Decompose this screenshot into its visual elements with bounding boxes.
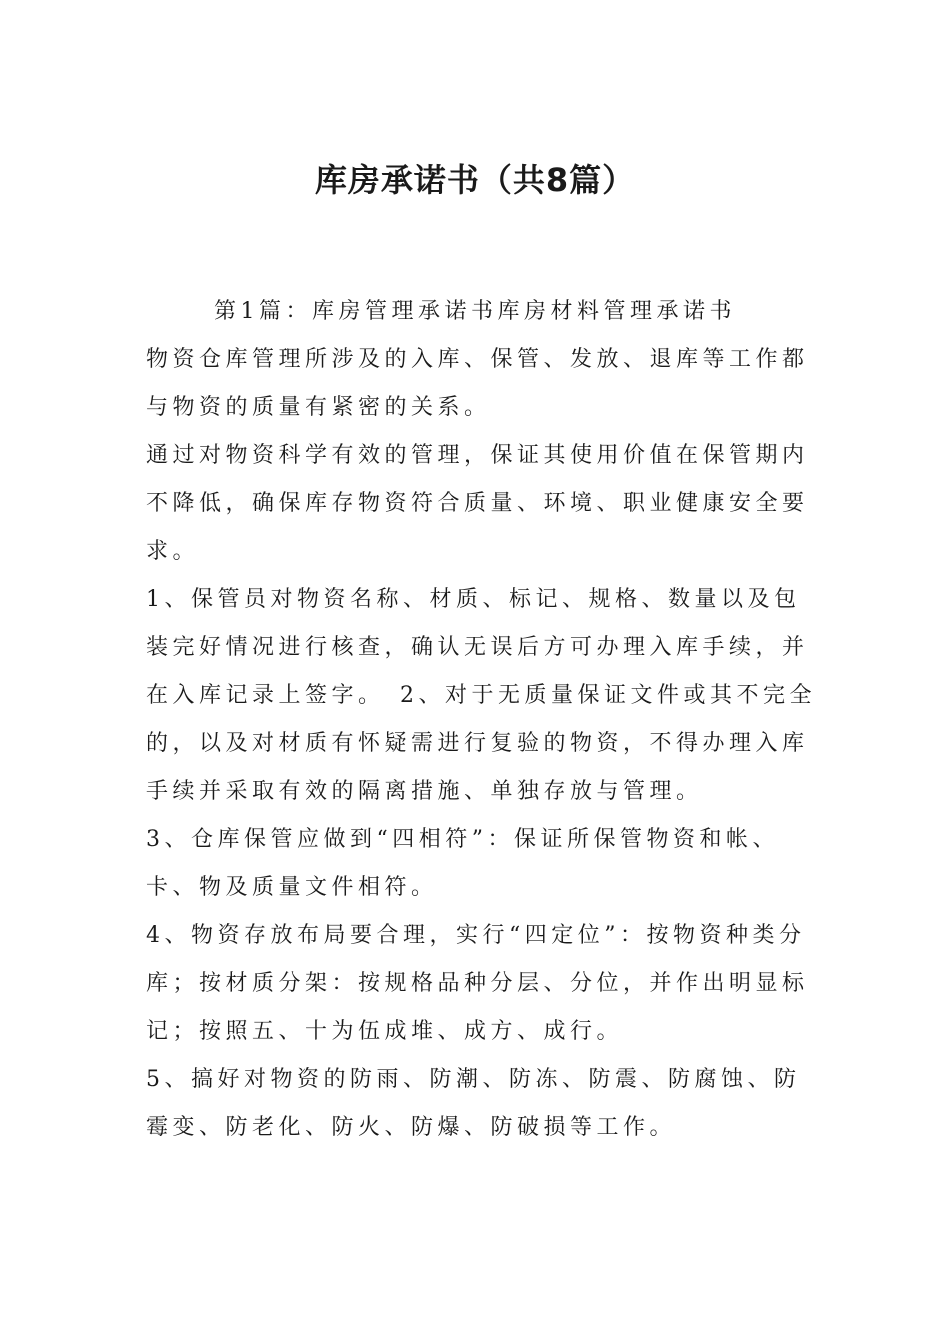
- paragraph-item-3: 3、仓库保管应做到“四相符”：保证所保管物资和帐、卡、物及质量文件相符。: [146, 827, 779, 900]
- paragraph-item-4: 4、物资存放布局要合理，实行“四定位”：按物资种类分库；按材质分架：按规格品种分层、分位，并作出明显标记；按照五、十为伍成堆、成方、成行。: [146, 923, 809, 1044]
- paragraph-item-1-2: 1、保管员对物资名称、材质、标记、规格、数量以及包装完好情况进行核查，确认无误后方可办理入库手续，并在入库记录上签字。 2、对于无质量保证文件或其不完全的，以及对材质有怀疑需进行复验的物资，不得办理入库手续并采取有效的隔离措施、单独存放与管理。: [146, 587, 816, 804]
- document-body: [146, 288, 826, 1152]
- page-title: 库房承诺书（共8篇）: [314, 161, 636, 199]
- section-heading: 第1篇：库房管理承诺书库房材料管理承诺书: [214, 299, 736, 324]
- paragraph-item-5: 5、搞好对物资的防雨、防潮、防冻、防震、防腐蚀、防霉变、防老化、防火、防爆、防破损等工作。: [146, 1067, 801, 1140]
- paragraph-intro: 物资仓库管理所涉及的入库、保管、发放、退库等工作都与物资的质量有紧密的关系。: [146, 347, 809, 420]
- paragraph-purpose: 通过对物资科学有效的管理，保证其使用价值在保管期内不降低，确保库存物资符合质量、环境、职业健康安全要求。: [146, 443, 809, 564]
